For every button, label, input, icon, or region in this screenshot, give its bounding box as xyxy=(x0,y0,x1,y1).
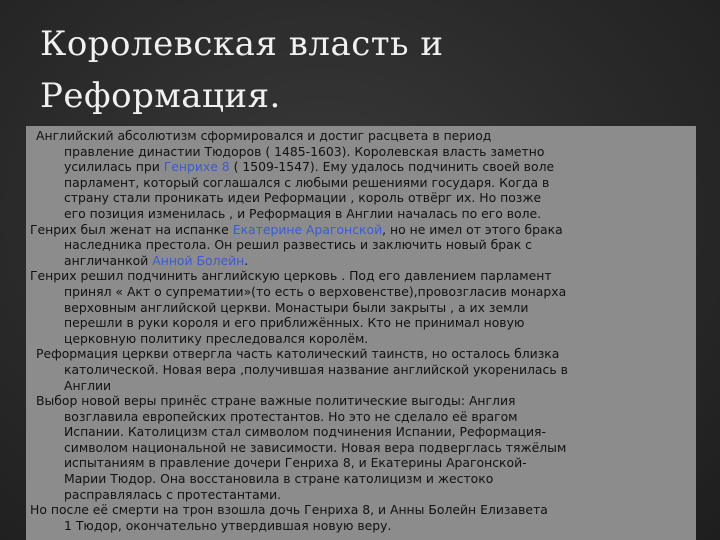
text-line: страну стали проникать идеи Реформации , король отвёрг их. Но позже xyxy=(64,190,542,206)
text-segment: усилилась при xyxy=(64,159,164,175)
body-text xyxy=(30,128,698,533)
paragraph-absolutism xyxy=(30,128,698,222)
paragraph-church xyxy=(30,268,698,346)
text-line: его позиция изменилась , и Реформация в Англии началась по его воле. xyxy=(64,205,542,221)
text-line: правление династии Тюдоров ( 1485-1603). Королевская власть заметно xyxy=(64,143,545,159)
title-line-2: Реформация. xyxy=(40,76,281,116)
text-line: испытаниям в правление дочери Генриха 8, и Екатерины Арагонской- xyxy=(64,455,527,471)
text-line: католической. Новая вера ,получившая название английской укоренилась в xyxy=(64,361,568,377)
text-line: расправлялась с протестантами. xyxy=(64,486,282,502)
link-henry-8[interactable]: Генрихе 8 xyxy=(163,159,230,175)
text-line: наследника престола. Он решил развестись и заключить новый брак с xyxy=(64,237,532,253)
text-line: Генрих решил подчинить английскую церковь . Под его давлением парламент xyxy=(30,268,552,284)
text-line: Реформация церкви отвергла часть католический таинств, но осталось близка xyxy=(36,346,560,362)
text-segment: англичанкой xyxy=(64,252,153,268)
paragraph-new-faith xyxy=(30,393,698,502)
text-line: Но после её смерти на трон взошла дочь Генриха 8, и Анны Болейн Елизавета xyxy=(30,502,548,518)
text-segment: ( 1509-1547). Ему удалось подчинить своей воле xyxy=(229,159,555,175)
text-line: Англии xyxy=(64,377,112,393)
text-line xyxy=(30,159,698,175)
text-line: парламент, который соглашался с любыми решениями государя. Когда в xyxy=(64,174,550,190)
text-line: Английский абсолютизм сформировался и достиг расцвета в период xyxy=(36,128,492,143)
text-line: Выбор новой веры принёс стране важные политические выгоды: Англия xyxy=(36,393,516,409)
text-segment: , но не имел от этого брака xyxy=(382,221,563,237)
paragraph-elizabeth xyxy=(30,502,698,533)
text-line: символом национальной не зависимости. Новая вера подверглась тяжёлым xyxy=(64,439,567,455)
text-line: церковную политику преследовался королём. xyxy=(64,330,369,346)
text-line: 1 Тюдор, окончательно утвердившая новую веру. xyxy=(64,517,392,533)
link-anne-boleyn[interactable]: Анной Болейн xyxy=(152,252,245,268)
title-line-1: Королевская власть и xyxy=(40,24,444,64)
text-line: возглавила европейских протестантов. Но это не сделало её врагом xyxy=(64,408,518,424)
link-catherine-of-aragon[interactable]: Екатерине Арагонской xyxy=(232,221,383,237)
text-line: перешли в руки короля и его приближённых. Кто не принимал новую xyxy=(64,315,525,331)
text-line: Марии Тюдор. Она восстановила в стране католицизм и жестоко xyxy=(64,471,494,487)
paragraph-reformation xyxy=(30,346,698,393)
text-line xyxy=(30,222,698,238)
text-line xyxy=(30,253,698,269)
text-line: Испании. Католицизм стал символом подчинения Испании, Реформация- xyxy=(64,424,546,440)
text-segment: . xyxy=(244,252,249,268)
slide-title xyxy=(40,18,680,122)
text-line: верховным английской церкви. Монастыри были закрыты , а их земли xyxy=(64,299,529,315)
text-line: принял « Акт о супрематии»(то есть о верховенстве),провозгласив монарха xyxy=(64,283,567,299)
text-segment: Генрих был женат на испанке xyxy=(30,221,233,237)
paragraph-marriage xyxy=(30,222,698,269)
